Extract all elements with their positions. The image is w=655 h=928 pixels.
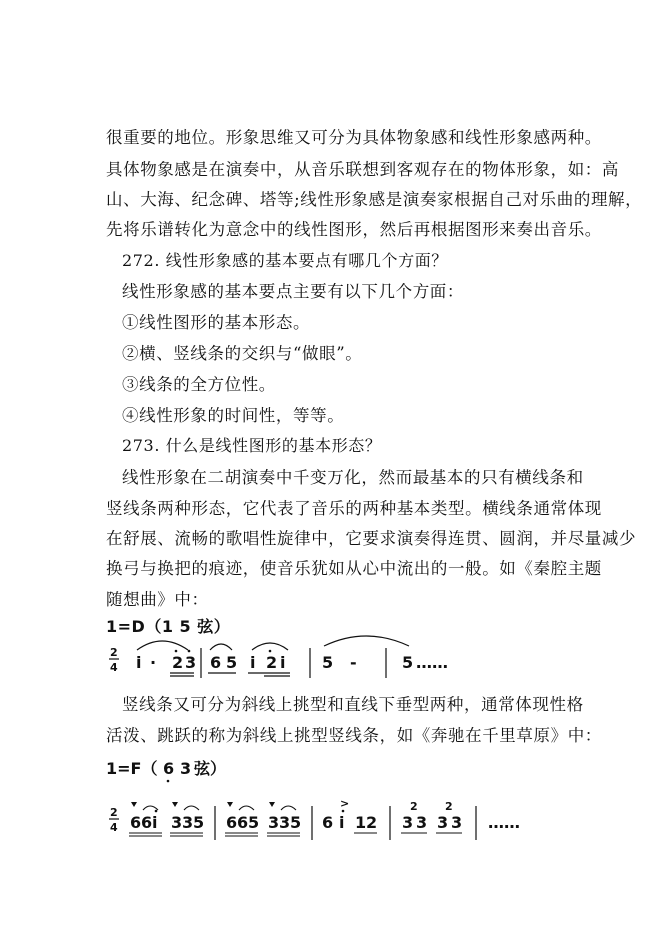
note: 3 [437,813,449,832]
text-line: 竖线条两种形态，它代表了音乐的两种基本类型。横线条通常体现 [106,499,602,518]
note: 3 [182,813,194,832]
question-273: 273. 什么是线性图形的基本形态？ [122,436,382,455]
note-dash: - [350,653,357,672]
text-line: 换弓与换把的痕迹，使音乐犹如从心中流出的一般。如《秦腔主题 [106,559,602,578]
text-line: 在舒展、流畅的歌唱性旋律中，它要求演奏得连贯、圆润，并尽量减少 [106,529,637,548]
note: 3 [402,813,414,832]
note: 6 [210,653,222,672]
score2-time-top: 2 [110,806,118,819]
note: 1 [355,813,367,832]
text-line: 先将乐谱转化为意念中的线性图形，然后再根据图形来奏出音乐。 [106,220,602,239]
text-line: 活泼、跳跃的称为斜线上挑型竖线条，如《奔驰在千里草原》中： [106,726,602,745]
list-item: ①线性图形的基本形态。 [122,313,311,332]
grace-note: 2 [445,800,453,813]
ellipsis: …… [488,813,520,832]
score1-key: 1=D（1 5 弦） [106,617,231,636]
note: 3 [185,653,197,672]
score2-key-note: 3 [180,759,192,778]
note-dot: · [150,653,157,672]
note: i [250,653,256,672]
note: 5 [248,813,260,832]
score2-time-bottom: 4 [110,821,118,834]
text-line: 山、大海、纪念碑、塔等;线性形象感是演奏家根据自己对乐曲的理解， [106,190,643,209]
text-line: 线性形象在二胡演奏中千变万化，然而最基本的只有横线条和 [122,468,584,487]
note: 3 [451,813,463,832]
note: i [339,813,345,832]
note: 5 [226,653,238,672]
note: 6 [226,813,238,832]
note: 3 [416,813,428,832]
note: 6 [322,813,334,832]
answer-272-intro: 线性形象感的基本要点主要有以下几个方面： [122,282,464,301]
score1-time-top: 2 [110,646,118,659]
note: 5 [290,813,302,832]
note: i [280,653,286,672]
ellipsis: …… [416,653,448,672]
note: 5 [402,653,414,672]
note: 3 [268,813,280,832]
grace-note: 2 [410,800,418,813]
question-272: 272. 线性形象感的基本要点有哪几个方面？ [122,251,448,270]
score2-notation [0,788,655,848]
score2-key-prefix: 1=F（ [106,759,158,778]
score2-key [0,754,655,786]
score2-key-suffix: 弦） [194,759,227,778]
text-line: 具体物象感是在演奏中，从音乐联想到客观存在的物体形象，如：高 [106,160,619,179]
note: 5 [322,653,334,672]
note: 5 [193,813,205,832]
note: 2 [366,813,378,832]
score1-notation [0,620,655,700]
text-line: 随想曲》中： [106,590,209,609]
list-item: ②横、竖线条的交织与“做眼”。 [122,344,363,363]
score1-time-bottom: 4 [110,661,118,674]
note: 2 [266,653,278,672]
note: 6 [130,813,142,832]
note: i [136,653,142,672]
note: 2 [172,653,184,672]
note: 3 [279,813,291,832]
accent-mark: > [340,797,350,810]
list-item: ④线性形象的时间性，等等。 [122,406,345,425]
note: 3 [171,813,183,832]
score2-key-note: 6 [163,759,175,778]
note: 6 [141,813,153,832]
list-item: ③线条的全方位性。 [122,375,276,394]
note: 6 [237,813,249,832]
note: i [152,813,158,832]
text-line: 很重要的地位。形象思维又可分为具体物象感和线性形象感两种。 [106,128,602,147]
text-line: 竖线条又可分为斜线上挑型和直线下垂型两种，通常体现性格 [122,695,584,714]
